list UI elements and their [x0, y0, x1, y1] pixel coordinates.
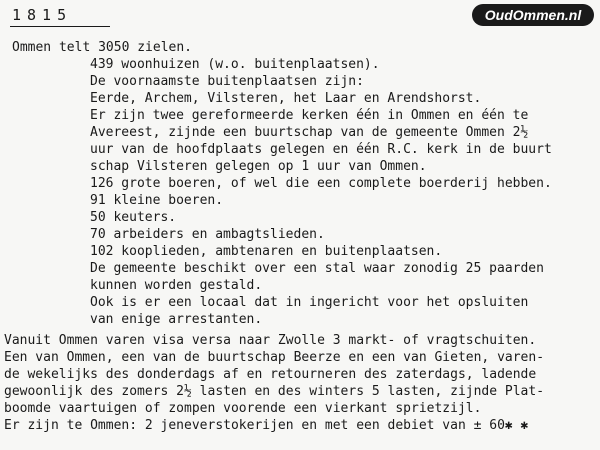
text-line: kunnen worden gestald. — [90, 278, 263, 293]
text-line: 70 arbeiders en ambagtslieden. — [90, 227, 325, 242]
text-line: Ook is er een locaal dat in ingericht voor het opsluiten — [90, 295, 529, 310]
text-line: 102 kooplieden, ambtenaren en buitenplaatsen. — [90, 244, 443, 259]
text-line: Er zijn te Ommen: 2 jeneverstokerijen en met een debiet van ± 60✱ ✱ — [4, 418, 529, 433]
text-line: Een van Ommen, een van de buurtschap Beerze en een van Gieten, varen- — [4, 350, 545, 365]
text-line: 439 woonhuizen (w.o. buitenplaatsen). — [90, 57, 380, 72]
site-logo[interactable]: OudOmmen.nl — [472, 4, 594, 26]
text-line: 126 grote boeren, of wel die een complete boerderij hebben. — [90, 176, 552, 191]
text-line: de wekelijks des donderdags af en retourneren des zaterdags, ladende — [4, 367, 537, 382]
text-line: Er zijn twee gereformeerde kerken één in Ommen en één te — [90, 108, 529, 123]
text-line: uur van de hoofdplaats gelegen en één R.C. kerk in de buurt — [90, 142, 552, 157]
text-line: 50 keuters. — [90, 210, 177, 225]
text-line: De gemeente beschikt over een stal waar zonodig 25 paarden — [90, 261, 544, 276]
text-line: Avereest, zijnde een buurtschap van de gemeente Ommen 2½ — [90, 125, 529, 140]
text-line: Vanuit Ommen varen visa versa naar Zwolle 3 markt- of vragtschuiten. — [4, 333, 537, 348]
text-line: boomde vaartuigen of zompen voorende een vierkant sprietzijl. — [4, 401, 482, 416]
year-underline — [10, 26, 110, 27]
text-line: Ommen telt 3050 zielen. — [12, 40, 193, 55]
text-line: Eerde, Archem, Vilsteren, het Laar en Arendshorst. — [90, 91, 482, 106]
text-line: gewoonlijk des zomers 2½ lasten en des winters 5 lasten, zijnde Plat- — [4, 384, 545, 399]
text-line: De voornaamste buitenplaatsen zijn: — [90, 74, 364, 89]
text-line: 91 kleine boeren. — [90, 193, 224, 208]
text-line: schap Vilsteren gelegen op 1 uur van Ommen. — [90, 159, 427, 174]
text-line: van enige arrestanten. — [90, 312, 263, 327]
year-heading: 1815 — [12, 6, 73, 24]
